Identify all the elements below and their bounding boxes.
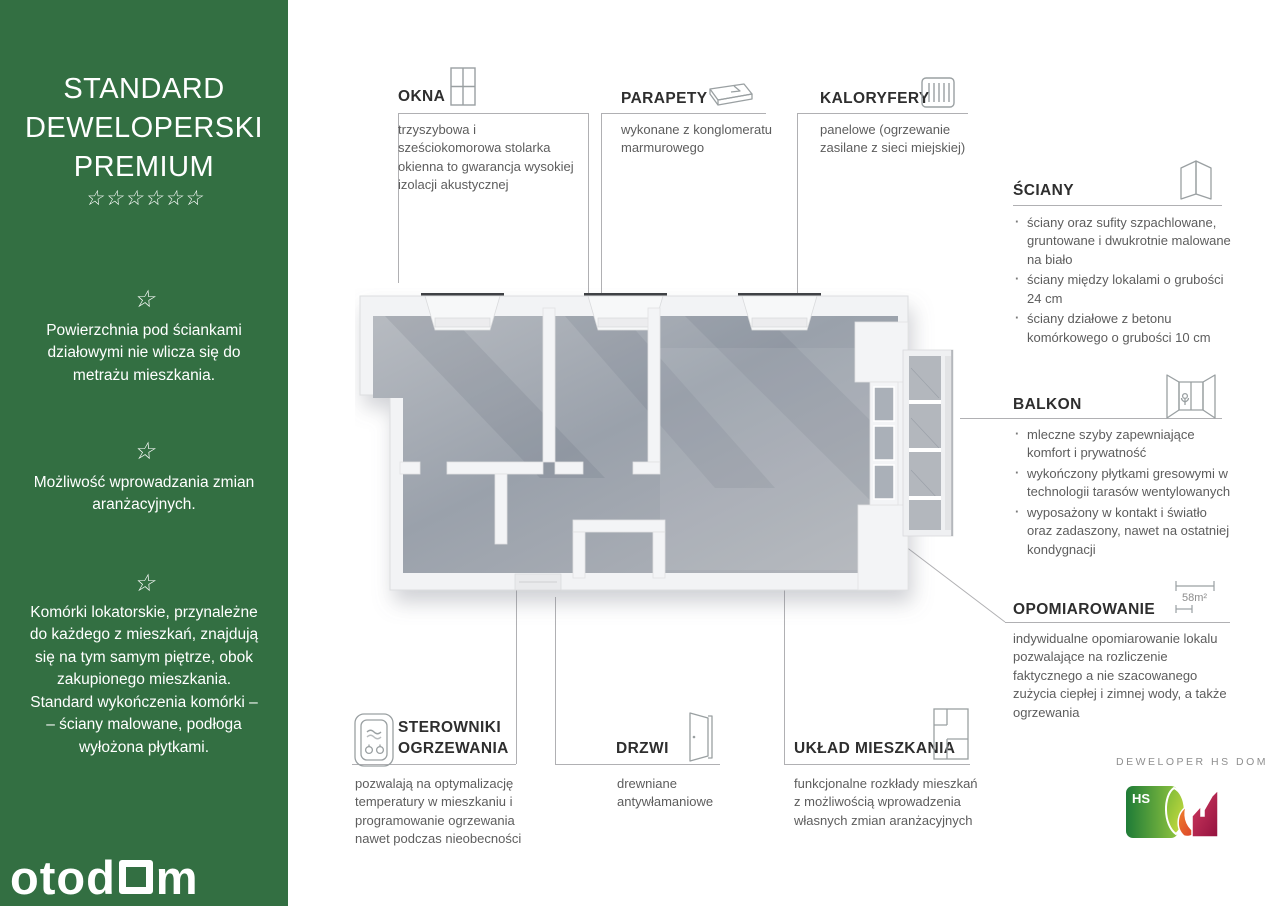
leader-line [784,764,970,765]
leader-line [797,113,968,114]
list-item: · ściany działowe z betonu komórkowego o grubości 10 cm [1013,310,1231,347]
section-balkon-list [1013,426,1233,561]
developer-label: DEWELOPER HS DOM [1116,756,1269,768]
list-item: · wykończony płytkami gresowymi w technologii tarasów wentylowanych [1013,465,1233,502]
door-icon [682,711,714,763]
section-uklad-title: UKŁAD MIESZKANIA [794,740,956,757]
leader-line [588,113,589,297]
section-drzwi-body: drewniane antywłamaniowe [617,776,714,810]
section-sciany-list [1013,214,1231,349]
section-opomiarowanie-title: OPOMIAROWANIE [1013,601,1156,618]
list-item: · wyposażony w kontakt i światło oraz zadaszony, nawet na ostatniej kondygnacji [1013,504,1233,559]
section-parapety-body: wykonane z konglomeratu marmurowego [621,122,773,156]
developer-logo [1126,778,1220,849]
otodom-logo: otod m [10,851,199,904]
section-balkon-title: BALKON [1013,396,1082,413]
plan-entrance [515,574,561,590]
thermostat-icon [354,713,394,767]
section-sterowniki-body: pozwalają na optymalizację temperatury w mieszkaniu i programowanie ogrzewania nawet podczas nieobecności [355,776,522,847]
sidebar [0,0,288,906]
page-title: STANDARD DEWELOPERSKI PREMIUM [24,73,264,184]
floorplan-icon [933,708,969,760]
leader-line [601,113,766,114]
area-label: 58m² [1182,592,1208,604]
plan-window [738,293,821,330]
otodom-logo-square [119,860,153,894]
section-drzwi-title: DRZWI [616,740,669,757]
plan-balcony-door [870,382,898,505]
list-item: · ściany oraz sufity szpachlowane, gruntowane i dwukrotnie malowane na biało [1013,214,1231,269]
leader-line [398,113,588,114]
section-uklad-body: funkcjonalne rozkłady mieszkań z możliwością wprowadzenia własnych zmian aranżacyjnych [794,776,978,828]
section-opomiarowanie-body: indywidualne opomiarowanie lokalu pozwalające na rozliczenie faktycznego a nie szacowanego zużycia ciepłej i zimnej wody, a także ogrzewania [1013,631,1227,720]
section-sterowniki-title: STEROWNIKI OGRZEWANIA [398,719,509,757]
measurement-icon [1173,578,1217,614]
sidebar-note: Powierzchnia pod ściankami działowymi nie wlicza się do metrażu mieszkania. [46,322,242,384]
star-icon: ☆ [133,570,155,597]
radiator-icon [921,77,955,108]
section-okna-body: trzyszybowa i sześciokomorowa stolarka okienna to gwarancja wysokiej izolacji akustycznej [398,122,574,193]
floor-plan [355,288,970,653]
leader-line [555,764,720,765]
sidebar-note: Możliwość wprowadzania zmian aranżacyjnych. [33,474,255,514]
section-sciany-title: ŚCIANY [1013,182,1074,199]
section-okna-title: OKNA [398,88,446,105]
leader-line [797,113,798,311]
hs-logo-text: HS [1132,791,1151,806]
star-icon: ☆ [133,286,155,313]
plan-balcony [903,350,953,536]
list-item: · ściany między lokalami o grubości 24 cm [1013,271,1231,308]
section-kaloryfery-title: KALORYFERY [820,90,930,107]
section-parapety-title: PARAPETY [621,90,708,107]
section-kaloryfery-body: panelowe (ogrzewanie zasilane z sieci miejskiej) [820,122,966,156]
balcony-icon [1166,374,1216,419]
rating-stars: ☆☆☆☆☆☆ [84,187,204,210]
leader-line [1013,205,1222,206]
star-icon: ☆ [133,438,155,465]
wall-corner-icon [1178,158,1214,202]
plan-window [421,293,504,330]
sidebar-note: Komórki lokatorskie, przynależne do każdego z mieszkań, znajdują się na tym samym piętrze, obok zakupionego mieszkania. Standard wykończenia komórki – – ściany malowane, podłoga wyłożona płytkami. [29,604,259,756]
window-icon [450,67,476,107]
list-item: · mleczne szyby zapewniające komfort i prywatność [1013,426,1233,463]
leader-line [1005,622,1230,623]
windowsill-icon [701,82,755,110]
